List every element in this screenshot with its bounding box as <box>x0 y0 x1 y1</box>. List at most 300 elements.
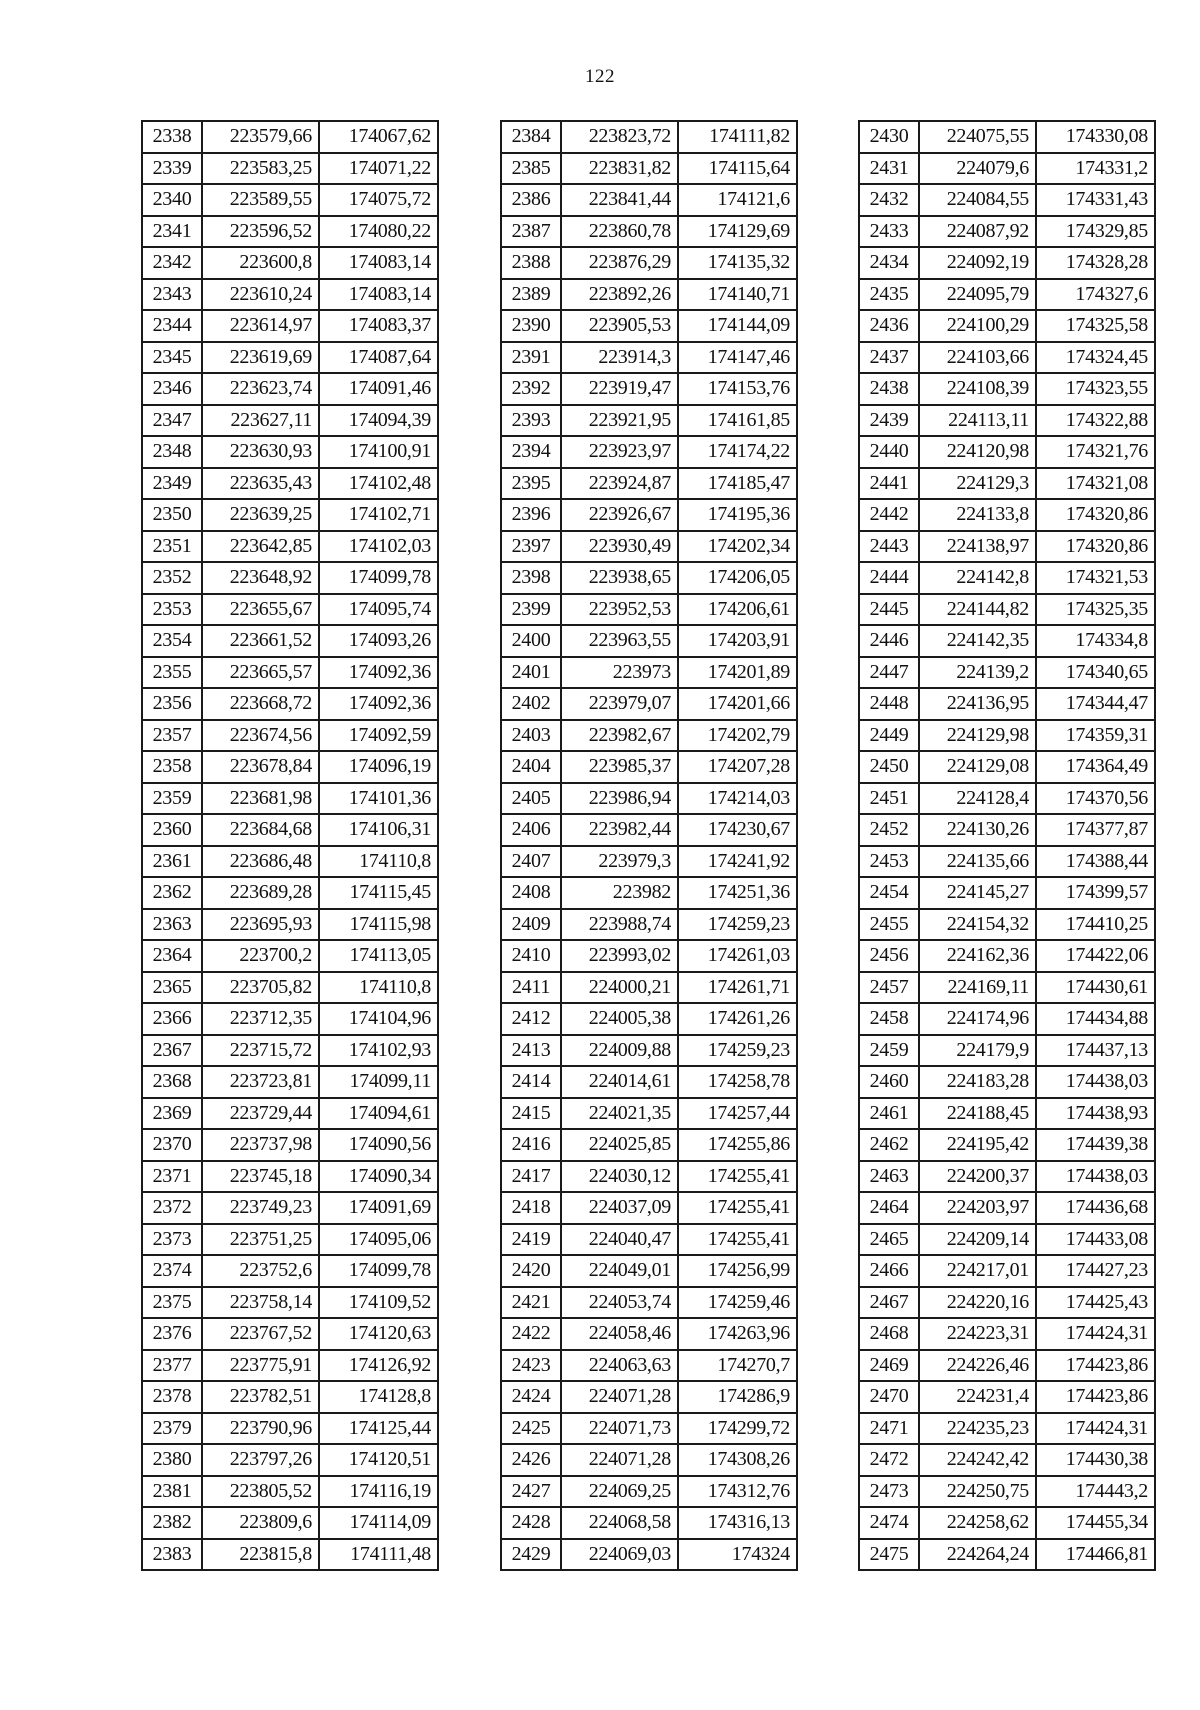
table-row <box>859 657 1155 689</box>
point-number-cell: 2451 <box>859 783 919 815</box>
y-coordinate-cell: 174115,45 <box>319 877 438 909</box>
point-number-cell: 2452 <box>859 814 919 846</box>
x-coordinate-cell: 223963,55 <box>561 625 678 657</box>
table-row <box>501 468 797 500</box>
x-coordinate-cell: 224183,28 <box>919 1066 1036 1098</box>
coordinate-table <box>141 120 439 1571</box>
table-row <box>859 1192 1155 1224</box>
y-coordinate-cell: 174128,8 <box>319 1381 438 1413</box>
table-row <box>501 279 797 311</box>
table-row <box>859 153 1155 185</box>
point-number-cell: 2460 <box>859 1066 919 1098</box>
point-number-cell: 2376 <box>142 1318 202 1350</box>
y-coordinate-cell: 174099,11 <box>319 1066 438 1098</box>
point-number-cell: 2437 <box>859 342 919 374</box>
table-row <box>859 436 1155 468</box>
y-coordinate-cell: 174438,93 <box>1036 1098 1155 1130</box>
table-row <box>859 1003 1155 1035</box>
point-number-cell: 2386 <box>501 184 561 216</box>
point-number-cell: 2388 <box>501 247 561 279</box>
table-row <box>501 121 797 153</box>
table-row <box>859 940 1155 972</box>
x-coordinate-cell: 224188,45 <box>919 1098 1036 1130</box>
point-number-cell: 2427 <box>501 1476 561 1508</box>
point-number-cell: 2339 <box>142 153 202 185</box>
table-row <box>142 940 438 972</box>
table-row <box>142 1035 438 1067</box>
y-coordinate-cell: 174075,72 <box>319 184 438 216</box>
x-coordinate-cell: 224058,46 <box>561 1318 678 1350</box>
point-number-cell: 2400 <box>501 625 561 657</box>
table-row <box>142 247 438 279</box>
x-coordinate-cell: 223988,74 <box>561 909 678 941</box>
x-coordinate-cell: 223752,6 <box>202 1255 319 1287</box>
x-coordinate-cell: 223982 <box>561 877 678 909</box>
x-coordinate-cell: 223831,82 <box>561 153 678 185</box>
point-number-cell: 2474 <box>859 1507 919 1539</box>
x-coordinate-cell: 223642,85 <box>202 531 319 563</box>
table-row <box>501 499 797 531</box>
y-coordinate-cell: 174109,52 <box>319 1287 438 1319</box>
y-coordinate-cell: 174359,31 <box>1036 720 1155 752</box>
point-number-cell: 2425 <box>501 1413 561 1445</box>
table-row <box>142 1224 438 1256</box>
table-row <box>501 877 797 909</box>
table-row <box>501 783 797 815</box>
y-coordinate-cell: 174135,32 <box>678 247 797 279</box>
point-number-cell: 2403 <box>501 720 561 752</box>
point-number-cell: 2368 <box>142 1066 202 1098</box>
point-number-cell: 2373 <box>142 1224 202 1256</box>
table-row <box>142 1098 438 1130</box>
table-row <box>501 1507 797 1539</box>
x-coordinate-cell: 224025,85 <box>561 1129 678 1161</box>
y-coordinate-cell: 174144,09 <box>678 310 797 342</box>
x-coordinate-cell: 224128,4 <box>919 783 1036 815</box>
y-coordinate-cell: 174423,86 <box>1036 1350 1155 1382</box>
y-coordinate-cell: 174185,47 <box>678 468 797 500</box>
y-coordinate-cell: 174321,53 <box>1036 562 1155 594</box>
table-row <box>859 279 1155 311</box>
y-coordinate-cell: 174259,23 <box>678 909 797 941</box>
x-coordinate-cell: 224053,74 <box>561 1287 678 1319</box>
point-number-cell: 2414 <box>501 1066 561 1098</box>
x-coordinate-cell: 223712,35 <box>202 1003 319 1035</box>
x-coordinate-cell: 223705,82 <box>202 972 319 1004</box>
point-number-cell: 2387 <box>501 216 561 248</box>
table-row <box>859 1350 1155 1382</box>
point-number-cell: 2369 <box>142 1098 202 1130</box>
point-number-cell: 2463 <box>859 1161 919 1193</box>
point-number-cell: 2355 <box>142 657 202 689</box>
point-number-cell: 2402 <box>501 688 561 720</box>
y-coordinate-cell: 174096,19 <box>319 751 438 783</box>
x-coordinate-cell: 224226,46 <box>919 1350 1036 1382</box>
y-coordinate-cell: 174331,2 <box>1036 153 1155 185</box>
point-number-cell: 2359 <box>142 783 202 815</box>
table-row <box>501 1066 797 1098</box>
x-coordinate-cell: 224068,58 <box>561 1507 678 1539</box>
y-coordinate-cell: 174316,13 <box>678 1507 797 1539</box>
table-row <box>142 846 438 878</box>
y-coordinate-cell: 174436,68 <box>1036 1192 1155 1224</box>
y-coordinate-cell: 174121,6 <box>678 184 797 216</box>
y-coordinate-cell: 174438,03 <box>1036 1161 1155 1193</box>
y-coordinate-cell: 174102,48 <box>319 468 438 500</box>
table-row <box>859 499 1155 531</box>
x-coordinate-cell: 224030,12 <box>561 1161 678 1193</box>
y-coordinate-cell: 174370,56 <box>1036 783 1155 815</box>
y-coordinate-cell: 174399,57 <box>1036 877 1155 909</box>
y-coordinate-cell: 174207,28 <box>678 751 797 783</box>
x-coordinate-cell: 223938,65 <box>561 562 678 594</box>
y-coordinate-cell: 174095,06 <box>319 1224 438 1256</box>
point-number-cell: 2445 <box>859 594 919 626</box>
y-coordinate-cell: 174323,55 <box>1036 373 1155 405</box>
x-coordinate-cell: 223930,49 <box>561 531 678 563</box>
y-coordinate-cell: 174261,03 <box>678 940 797 972</box>
table-row <box>501 940 797 972</box>
x-coordinate-cell: 223596,52 <box>202 216 319 248</box>
point-number-cell: 2407 <box>501 846 561 878</box>
y-coordinate-cell: 174321,08 <box>1036 468 1155 500</box>
point-number-cell: 2431 <box>859 153 919 185</box>
point-number-cell: 2358 <box>142 751 202 783</box>
y-coordinate-cell: 174153,76 <box>678 373 797 405</box>
table-row <box>859 468 1155 500</box>
x-coordinate-cell: 224021,35 <box>561 1098 678 1130</box>
table-row <box>501 625 797 657</box>
x-coordinate-cell: 224071,73 <box>561 1413 678 1445</box>
x-coordinate-cell: 223993,02 <box>561 940 678 972</box>
y-coordinate-cell: 174102,93 <box>319 1035 438 1067</box>
point-number-cell: 2406 <box>501 814 561 846</box>
point-number-cell: 2424 <box>501 1381 561 1413</box>
table-row <box>142 310 438 342</box>
x-coordinate-cell: 223982,67 <box>561 720 678 752</box>
x-coordinate-cell: 224209,14 <box>919 1224 1036 1256</box>
x-coordinate-cell: 224195,42 <box>919 1129 1036 1161</box>
x-coordinate-cell: 223614,97 <box>202 310 319 342</box>
x-coordinate-cell: 224005,38 <box>561 1003 678 1035</box>
point-number-cell: 2419 <box>501 1224 561 1256</box>
table-row <box>142 1381 438 1413</box>
table-row <box>142 121 438 153</box>
y-coordinate-cell: 174174,22 <box>678 436 797 468</box>
table-row <box>859 751 1155 783</box>
y-coordinate-cell: 174320,86 <box>1036 531 1155 563</box>
point-number-cell: 2467 <box>859 1287 919 1319</box>
table-row <box>501 1224 797 1256</box>
point-number-cell: 2366 <box>142 1003 202 1035</box>
point-number-cell: 2449 <box>859 720 919 752</box>
y-coordinate-cell: 174422,06 <box>1036 940 1155 972</box>
x-coordinate-cell: 224162,36 <box>919 940 1036 972</box>
y-coordinate-cell: 174255,86 <box>678 1129 797 1161</box>
y-coordinate-cell: 174203,91 <box>678 625 797 657</box>
point-number-cell: 2472 <box>859 1444 919 1476</box>
table-row <box>501 1255 797 1287</box>
table-row <box>142 373 438 405</box>
x-coordinate-cell: 224135,66 <box>919 846 1036 878</box>
table-row <box>501 405 797 437</box>
point-number-cell: 2455 <box>859 909 919 941</box>
point-number-cell: 2441 <box>859 468 919 500</box>
point-number-cell: 2379 <box>142 1413 202 1445</box>
x-coordinate-cell: 224203,97 <box>919 1192 1036 1224</box>
point-number-cell: 2371 <box>142 1161 202 1193</box>
point-number-cell: 2395 <box>501 468 561 500</box>
table-row <box>859 405 1155 437</box>
table-row <box>859 1413 1155 1445</box>
table-row <box>859 1035 1155 1067</box>
x-coordinate-cell: 223782,51 <box>202 1381 319 1413</box>
x-coordinate-cell: 223610,24 <box>202 279 319 311</box>
y-coordinate-cell: 174115,64 <box>678 153 797 185</box>
y-coordinate-cell: 174099,78 <box>319 1255 438 1287</box>
y-coordinate-cell: 174140,71 <box>678 279 797 311</box>
x-coordinate-cell: 223758,14 <box>202 1287 319 1319</box>
y-coordinate-cell: 174091,69 <box>319 1192 438 1224</box>
table-row <box>142 1129 438 1161</box>
y-coordinate-cell: 174255,41 <box>678 1224 797 1256</box>
x-coordinate-cell: 223797,26 <box>202 1444 319 1476</box>
x-coordinate-cell: 224103,66 <box>919 342 1036 374</box>
point-number-cell: 2356 <box>142 688 202 720</box>
table-row <box>142 594 438 626</box>
y-coordinate-cell: 174424,31 <box>1036 1413 1155 1445</box>
table-row <box>142 1507 438 1539</box>
table-row <box>501 1539 797 1571</box>
point-number-cell: 2353 <box>142 594 202 626</box>
point-number-cell: 2440 <box>859 436 919 468</box>
point-number-cell: 2435 <box>859 279 919 311</box>
y-coordinate-cell: 174455,34 <box>1036 1507 1155 1539</box>
table-row <box>501 657 797 689</box>
table-row <box>142 1003 438 1035</box>
point-number-cell: 2438 <box>859 373 919 405</box>
y-coordinate-cell: 174125,44 <box>319 1413 438 1445</box>
point-number-cell: 2342 <box>142 247 202 279</box>
table-row <box>142 814 438 846</box>
coordinate-table <box>858 120 1156 1571</box>
y-coordinate-cell: 174099,78 <box>319 562 438 594</box>
point-number-cell: 2412 <box>501 1003 561 1035</box>
point-number-cell: 2450 <box>859 751 919 783</box>
point-number-cell: 2423 <box>501 1350 561 1382</box>
y-coordinate-cell: 174325,58 <box>1036 310 1155 342</box>
table-row <box>142 279 438 311</box>
table-row <box>501 436 797 468</box>
y-coordinate-cell: 174067,62 <box>319 121 438 153</box>
y-coordinate-cell: 174147,46 <box>678 342 797 374</box>
table-row <box>501 688 797 720</box>
table-row <box>142 1287 438 1319</box>
point-number-cell: 2381 <box>142 1476 202 1508</box>
x-coordinate-cell: 224069,25 <box>561 1476 678 1508</box>
point-number-cell: 2471 <box>859 1413 919 1445</box>
table-row <box>859 247 1155 279</box>
y-coordinate-cell: 174322,88 <box>1036 405 1155 437</box>
point-number-cell: 2410 <box>501 940 561 972</box>
x-coordinate-cell: 224250,75 <box>919 1476 1036 1508</box>
point-number-cell: 2429 <box>501 1539 561 1571</box>
y-coordinate-cell: 174433,08 <box>1036 1224 1155 1256</box>
x-coordinate-cell: 223737,98 <box>202 1129 319 1161</box>
table-row <box>142 688 438 720</box>
y-coordinate-cell: 174430,38 <box>1036 1444 1155 1476</box>
table-row <box>142 562 438 594</box>
table-row <box>859 1066 1155 1098</box>
point-number-cell: 2398 <box>501 562 561 594</box>
table-row <box>142 1444 438 1476</box>
y-coordinate-cell: 174092,59 <box>319 720 438 752</box>
y-coordinate-cell: 174083,37 <box>319 310 438 342</box>
point-number-cell: 2361 <box>142 846 202 878</box>
x-coordinate-cell: 224040,47 <box>561 1224 678 1256</box>
point-number-cell: 2378 <box>142 1381 202 1413</box>
x-coordinate-cell: 224069,03 <box>561 1539 678 1571</box>
point-number-cell: 2409 <box>501 909 561 941</box>
x-coordinate-cell: 223689,28 <box>202 877 319 909</box>
x-coordinate-cell: 224120,98 <box>919 436 1036 468</box>
y-coordinate-cell: 174093,26 <box>319 625 438 657</box>
x-coordinate-cell: 223775,91 <box>202 1350 319 1382</box>
point-number-cell: 2396 <box>501 499 561 531</box>
x-coordinate-cell: 224200,37 <box>919 1161 1036 1193</box>
y-coordinate-cell: 174258,78 <box>678 1066 797 1098</box>
x-coordinate-cell: 224092,19 <box>919 247 1036 279</box>
y-coordinate-cell: 174438,03 <box>1036 1066 1155 1098</box>
point-number-cell: 2374 <box>142 1255 202 1287</box>
x-coordinate-cell: 224079,6 <box>919 153 1036 185</box>
point-number-cell: 2345 <box>142 342 202 374</box>
table-row <box>859 877 1155 909</box>
x-coordinate-cell: 224129,08 <box>919 751 1036 783</box>
x-coordinate-cell: 224231,4 <box>919 1381 1036 1413</box>
table-row <box>142 1318 438 1350</box>
x-coordinate-cell: 223923,97 <box>561 436 678 468</box>
x-coordinate-cell: 224169,11 <box>919 972 1036 1004</box>
point-number-cell: 2433 <box>859 216 919 248</box>
x-coordinate-cell: 224142,35 <box>919 625 1036 657</box>
table-row <box>501 909 797 941</box>
y-coordinate-cell: 174388,44 <box>1036 846 1155 878</box>
x-coordinate-cell: 223924,87 <box>561 468 678 500</box>
x-coordinate-cell: 223823,72 <box>561 121 678 153</box>
point-number-cell: 2469 <box>859 1350 919 1382</box>
point-number-cell: 2470 <box>859 1381 919 1413</box>
table-row <box>501 1287 797 1319</box>
y-coordinate-cell: 174126,92 <box>319 1350 438 1382</box>
point-number-cell: 2454 <box>859 877 919 909</box>
y-coordinate-cell: 174255,41 <box>678 1192 797 1224</box>
table-row <box>859 625 1155 657</box>
y-coordinate-cell: 174259,46 <box>678 1287 797 1319</box>
y-coordinate-cell: 174102,03 <box>319 531 438 563</box>
x-coordinate-cell: 223892,26 <box>561 279 678 311</box>
table-row <box>142 153 438 185</box>
table-row <box>501 814 797 846</box>
y-coordinate-cell: 174116,19 <box>319 1476 438 1508</box>
point-number-cell: 2415 <box>501 1098 561 1130</box>
point-number-cell: 2341 <box>142 216 202 248</box>
table-row <box>501 720 797 752</box>
y-coordinate-cell: 174230,67 <box>678 814 797 846</box>
y-coordinate-cell: 174334,8 <box>1036 625 1155 657</box>
point-number-cell: 2432 <box>859 184 919 216</box>
y-coordinate-cell: 174104,96 <box>319 1003 438 1035</box>
y-coordinate-cell: 174083,14 <box>319 247 438 279</box>
table-row <box>501 342 797 374</box>
y-coordinate-cell: 174263,96 <box>678 1318 797 1350</box>
point-number-cell: 2349 <box>142 468 202 500</box>
point-number-cell: 2404 <box>501 751 561 783</box>
y-coordinate-cell: 174259,23 <box>678 1035 797 1067</box>
table-row <box>501 1350 797 1382</box>
x-coordinate-cell: 224154,32 <box>919 909 1036 941</box>
point-number-cell: 2357 <box>142 720 202 752</box>
table-row <box>501 1444 797 1476</box>
table-row <box>859 1539 1155 1571</box>
y-coordinate-cell: 174201,89 <box>678 657 797 689</box>
y-coordinate-cell: 174423,86 <box>1036 1381 1155 1413</box>
x-coordinate-cell: 223914,3 <box>561 342 678 374</box>
table-row <box>859 1318 1155 1350</box>
x-coordinate-cell: 223790,96 <box>202 1413 319 1445</box>
y-coordinate-cell: 174201,66 <box>678 688 797 720</box>
x-coordinate-cell: 223630,93 <box>202 436 319 468</box>
y-coordinate-cell: 174255,41 <box>678 1161 797 1193</box>
point-number-cell: 2365 <box>142 972 202 1004</box>
y-coordinate-cell: 174437,13 <box>1036 1035 1155 1067</box>
point-number-cell: 2420 <box>501 1255 561 1287</box>
point-number-cell: 2447 <box>859 657 919 689</box>
x-coordinate-cell: 224071,28 <box>561 1381 678 1413</box>
table-row <box>859 184 1155 216</box>
y-coordinate-cell: 174111,82 <box>678 121 797 153</box>
point-number-cell: 2405 <box>501 783 561 815</box>
y-coordinate-cell: 174299,72 <box>678 1413 797 1445</box>
x-coordinate-cell: 223986,94 <box>561 783 678 815</box>
y-coordinate-cell: 174377,87 <box>1036 814 1155 846</box>
table-row <box>142 468 438 500</box>
x-coordinate-cell: 224136,95 <box>919 688 1036 720</box>
point-number-cell: 2372 <box>142 1192 202 1224</box>
table-row <box>859 720 1155 752</box>
y-coordinate-cell: 174286,9 <box>678 1381 797 1413</box>
x-coordinate-cell: 224087,92 <box>919 216 1036 248</box>
table-row <box>501 1098 797 1130</box>
point-number-cell: 2392 <box>501 373 561 405</box>
y-coordinate-cell: 174364,49 <box>1036 751 1155 783</box>
y-coordinate-cell: 174270,7 <box>678 1350 797 1382</box>
point-number-cell: 2464 <box>859 1192 919 1224</box>
y-coordinate-cell: 174331,43 <box>1036 184 1155 216</box>
table-row <box>859 783 1155 815</box>
point-number-cell: 2442 <box>859 499 919 531</box>
x-coordinate-cell: 223745,18 <box>202 1161 319 1193</box>
x-coordinate-cell: 224075,55 <box>919 121 1036 153</box>
point-number-cell: 2375 <box>142 1287 202 1319</box>
x-coordinate-cell: 224009,88 <box>561 1035 678 1067</box>
y-coordinate-cell: 174261,71 <box>678 972 797 1004</box>
x-coordinate-cell: 223678,84 <box>202 751 319 783</box>
y-coordinate-cell: 174202,34 <box>678 531 797 563</box>
x-coordinate-cell: 223979,3 <box>561 846 678 878</box>
point-number-cell: 2457 <box>859 972 919 1004</box>
table-row <box>501 373 797 405</box>
